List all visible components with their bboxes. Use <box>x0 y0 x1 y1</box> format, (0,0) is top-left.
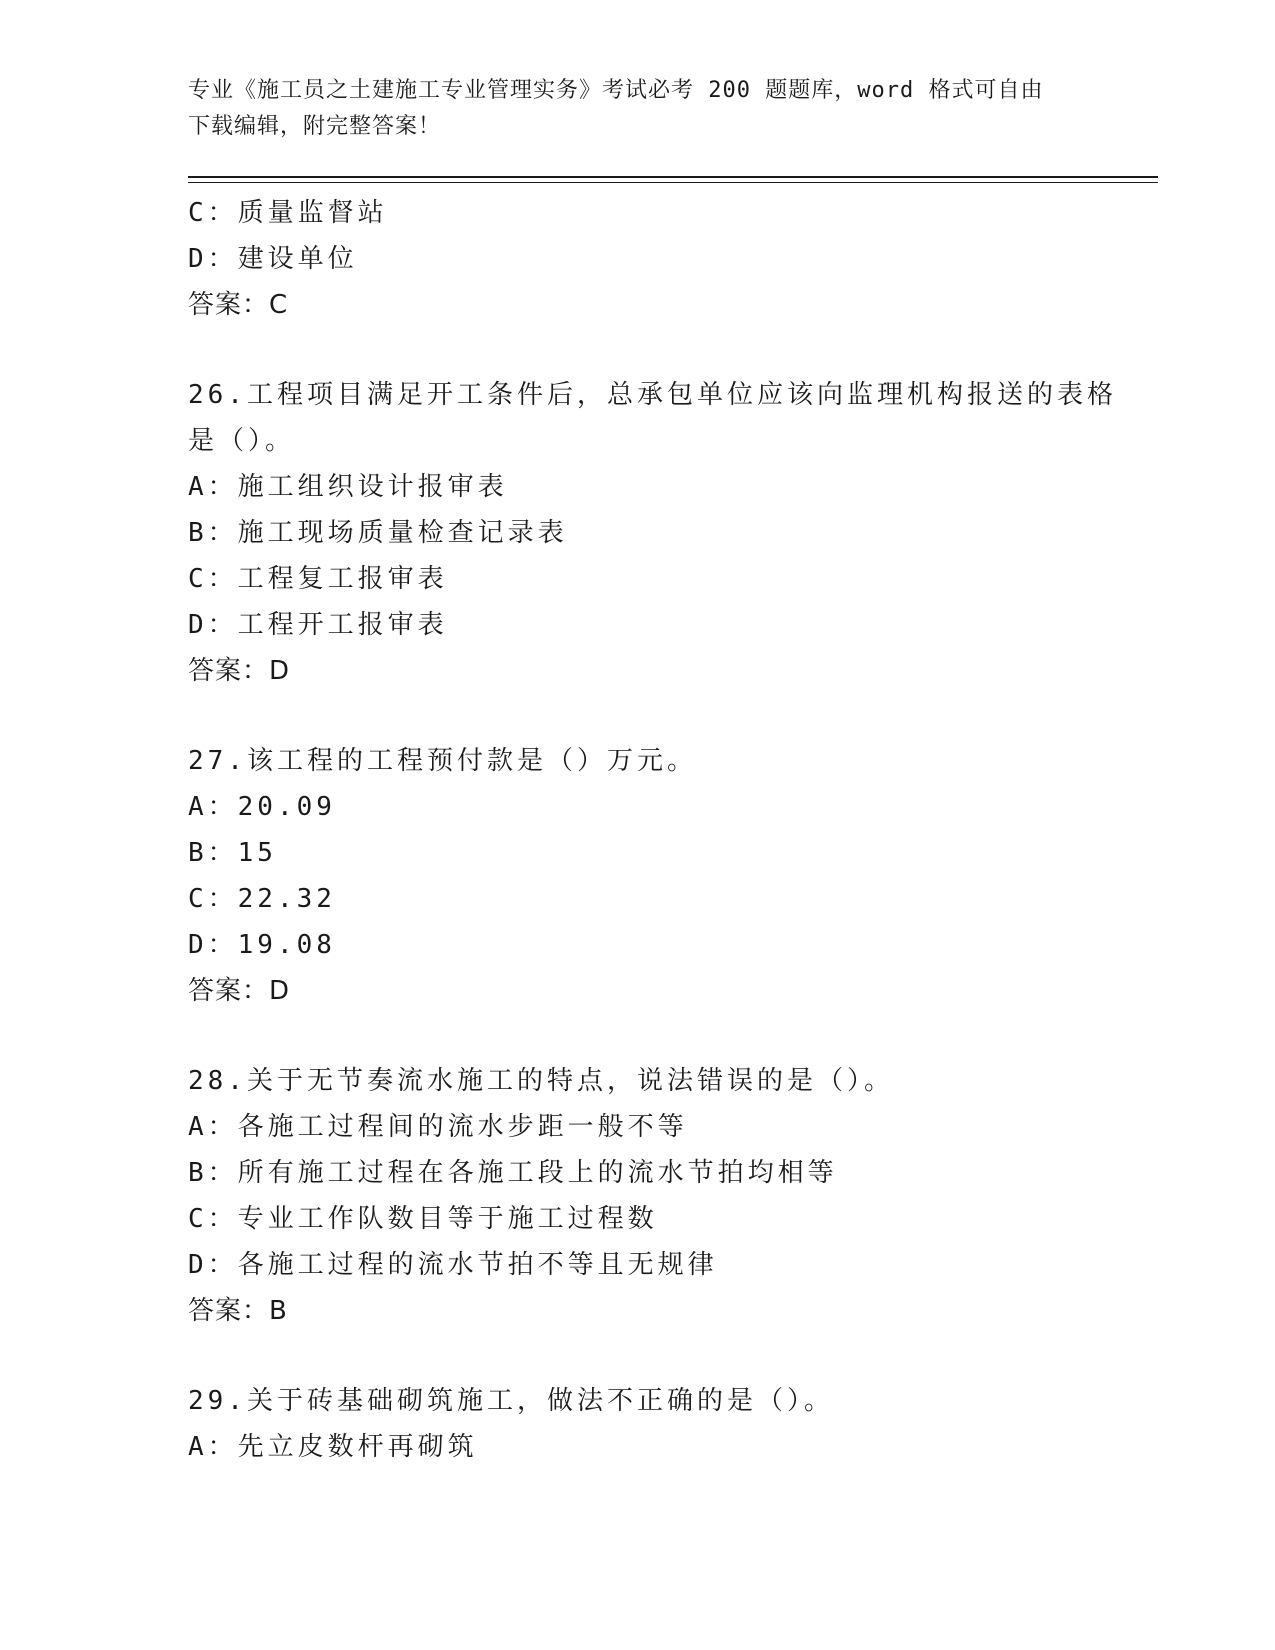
answer-line: 答案：D <box>188 656 291 686</box>
header-line-2: 下载编辑，附完整答案！ <box>188 114 442 139</box>
spacer <box>188 694 1088 738</box>
option-a: A：20.09 <box>188 792 336 822</box>
spacer <box>188 328 1088 372</box>
question-block-29 <box>188 1378 1088 1470</box>
option-d: D：工程开工报审表 <box>188 610 448 640</box>
question-block-28 <box>188 1058 1088 1334</box>
question-stem-continued: 是（）。 <box>188 426 296 456</box>
option-a: A：先立皮数杆再砌筑 <box>188 1432 478 1462</box>
header-divider-thin <box>188 182 1158 183</box>
option-b: B：所有施工过程在各施工段上的流水节拍均相等 <box>188 1158 838 1188</box>
question-stem: 27.该工程的工程预付款是（）万元。 <box>188 746 697 776</box>
question-block-27 <box>188 738 1088 1014</box>
header-line-1: 专业《施工员之土建施工专业管理实务》考试必考 200 题题库，word 格式可自由 <box>188 78 1044 103</box>
document-header <box>188 73 1068 145</box>
option-b: B：15 <box>188 838 277 868</box>
question-stem: 26.工程项目满足开工条件后，总承包单位应该向监理机构报送的表格 <box>188 380 1117 410</box>
answer-line: 答案：D <box>188 976 291 1006</box>
option-a: A：各施工过程间的流水步距一般不等 <box>188 1112 688 1142</box>
option-a: A：施工组织设计报审表 <box>188 472 508 502</box>
header-divider-thick <box>188 176 1158 178</box>
option-c: C：专业工作队数目等于施工过程数 <box>188 1204 658 1234</box>
option-d: D：建设单位 <box>188 244 358 274</box>
question-block-26 <box>188 372 1117 694</box>
option-c: C：质量监督站 <box>188 198 388 228</box>
option-d: D：各施工过程的流水节拍不等且无规律 <box>188 1250 718 1280</box>
question-stem: 28.关于无节奏流水施工的特点，说法错误的是（）。 <box>188 1066 894 1096</box>
question-list <box>188 190 1117 1470</box>
question-block-partial <box>188 190 1088 328</box>
spacer <box>188 1334 1088 1378</box>
option-b: B：施工现场质量检查记录表 <box>188 518 568 548</box>
option-c: C：22.32 <box>188 884 336 914</box>
question-stem: 29.关于砖基础砌筑施工，做法不正确的是（）。 <box>188 1386 834 1416</box>
answer-line: 答案：C <box>188 290 289 320</box>
answer-line: 答案：B <box>188 1296 288 1326</box>
option-d: D：19.08 <box>188 930 336 960</box>
spacer <box>188 1014 1088 1058</box>
option-c: C：工程复工报审表 <box>188 564 448 594</box>
